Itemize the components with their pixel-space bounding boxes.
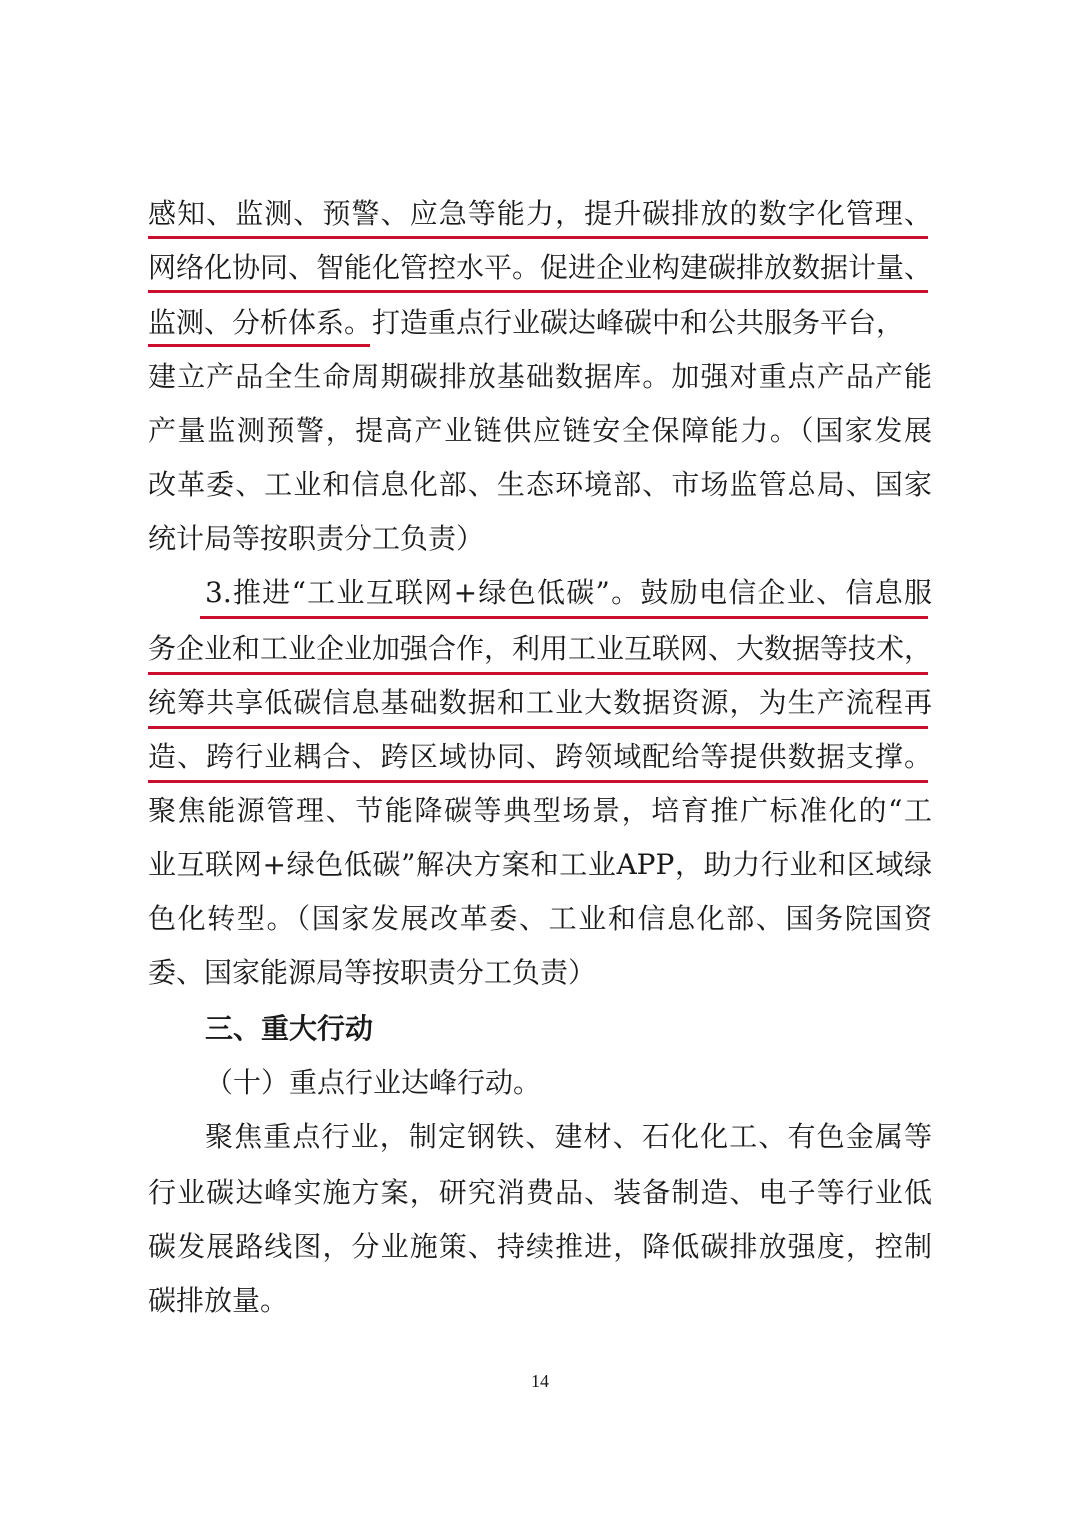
text-line: 委、国家能源局等按职责分工负责）	[148, 956, 597, 989]
text-line: 碳排放量。	[148, 1284, 289, 1317]
text-line: 聚焦重点行业，制定钢铁、建材、石化化工、有色金属等	[205, 1120, 932, 1153]
text-line: 3.推进“工业互联网+绿色低碳”。鼓励电信企业、信息服	[205, 576, 932, 609]
red-underline	[148, 290, 928, 293]
text-line: 统计局等按职责分工负责）	[148, 522, 485, 555]
red-underline	[200, 616, 928, 619]
text-line: 监测、分析体系。打造重点行业碳达峰碳中和公共服务平台，	[148, 306, 905, 339]
red-underline	[148, 236, 928, 239]
text-line: 碳发展路线图，分业施策、持续推进，降低碳排放强度，控制	[148, 1230, 932, 1263]
text-line: 造、跨行业耦合、跨区域协同、跨领域配给等提供数据支撑。	[148, 740, 932, 773]
text-line: 色化转型。（国家发展改革委、工业和信息化部、国务院国资	[148, 902, 932, 935]
red-underline	[148, 344, 370, 347]
text-line: 产量监测预警，提高产业链供应链安全保障能力。（国家发展	[148, 414, 932, 447]
red-underline	[148, 780, 928, 783]
text-line: 统筹共享低碳信息基础数据和工业大数据资源，为生产流程再	[148, 686, 932, 719]
text-line: 改革委、工业和信息化部、生态环境部、市场监管总局、国家	[148, 468, 932, 501]
text-line: 网络化协同、智能化管控水平。促进企业构建碳排放数据计量、	[148, 251, 933, 284]
text-line: 建立产品全生命周期碳排放基础数据库。加强对重点产品产能	[148, 360, 932, 393]
text-line: 务企业和工业企业加强合作，利用工业互联网、大数据等技术，	[148, 632, 933, 665]
page-number: 14	[531, 1371, 549, 1391]
subsection-heading: （十）重点行业达峰行动。	[205, 1066, 542, 1099]
text-line: 感知、监测、预警、应急等能力，提升碳排放的数字化管理、	[148, 197, 932, 230]
text-line: 行业碳达峰实施方案，研究消费品、装备制造、电子等行业低	[148, 1176, 932, 1209]
text-line: 聚焦能源管理、节能降碳等典型场景，培育推广标准化的“工	[148, 794, 932, 827]
section-heading: 三、重大行动	[205, 1012, 374, 1045]
red-underline	[148, 726, 928, 729]
red-underline	[148, 672, 928, 675]
text-line: 业互联网+绿色低碳”解决方案和工业APP，助力行业和区域绿	[148, 848, 932, 881]
